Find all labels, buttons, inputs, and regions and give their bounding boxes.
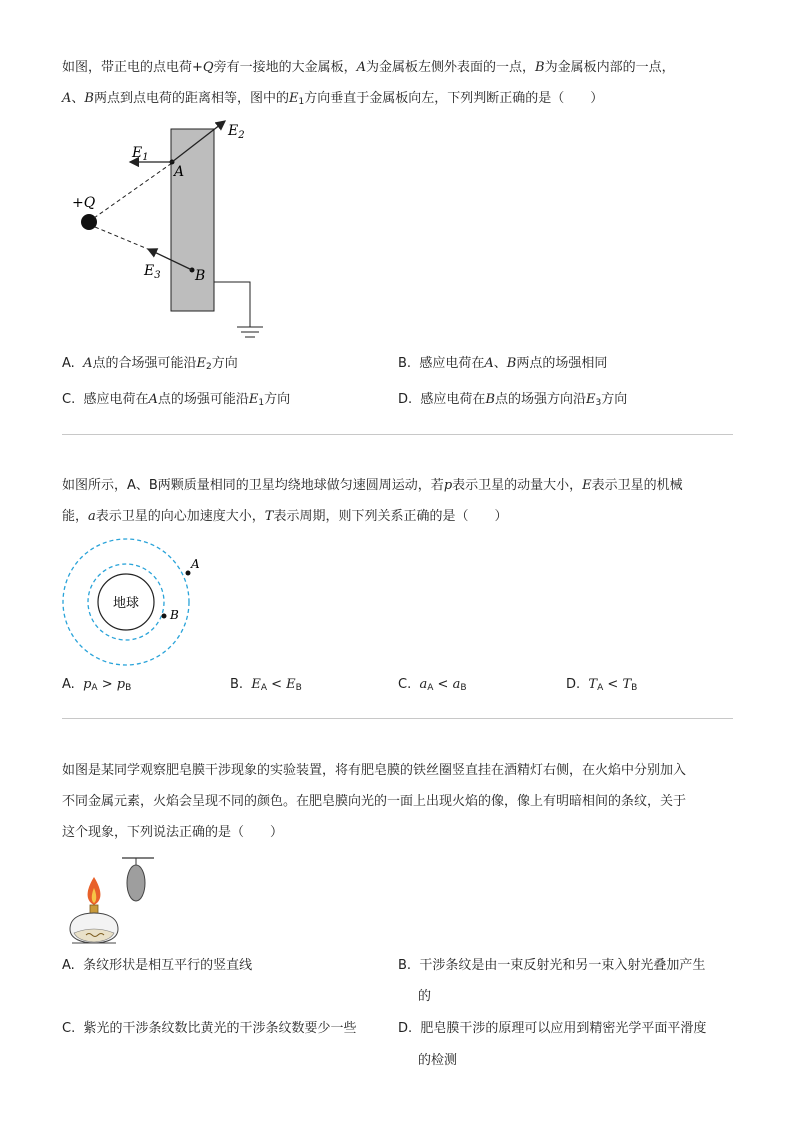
dashed-line-qa xyxy=(94,163,172,218)
satellite-b xyxy=(162,614,167,619)
q3-option-d-cont: 的检测 xyxy=(418,1053,458,1068)
ground-wire xyxy=(214,282,250,327)
q3-option-b[interactable]: B. 干涉条纹是由一束反射光和另一束入射光叠加产生 xyxy=(398,958,706,973)
q2-option-b[interactable]: B. $E_A < E_B$ xyxy=(230,677,302,693)
q1-stem-line2: A、B两点到点电荷的距离相等，图中的$E_1$方向垂直于金属板向左，下列判断正确的是（ ） xyxy=(62,91,604,107)
e2-label: $E_2$ xyxy=(228,123,245,141)
label-sat-a: A xyxy=(191,557,200,571)
metal-plate xyxy=(171,129,214,311)
q1-option-b[interactable]: B. 感应电荷在A、B两点的场强相同 xyxy=(398,356,608,371)
q2-figure xyxy=(62,535,212,670)
q3-figure xyxy=(62,855,172,950)
q3-stem-line1: 如图是某同学观察肥皂膜干涉现象的实验装置，将有肥皂膜的铁丝圈竖直挂在酒精灯右侧，在火焰中分别加入 xyxy=(62,763,687,778)
q1-option-a[interactable]: A. A点的合场强可能沿$E_2$方向 xyxy=(62,356,238,372)
q3-option-a[interactable]: A. 条纹形状是相互平行的竖直线 xyxy=(62,958,253,973)
q2-stem-line2: 能，a表示卫星的向心加速度大小，T表示周期，则下列关系正确的是（ ） xyxy=(62,509,508,524)
e3-label: $E_3$ xyxy=(144,263,161,281)
q3-stem-line3: 这个现象，下列说法正确的是（ ） xyxy=(62,825,284,840)
point-charge xyxy=(81,214,97,230)
label-b: B xyxy=(195,268,206,284)
q3-option-d[interactable]: D. 肥皂膜干涉的原理可以应用到精密光学平面平滑度 xyxy=(398,1021,707,1036)
label-a: A xyxy=(174,164,185,180)
q1-figure xyxy=(62,115,282,345)
earth-label: 地球 xyxy=(112,596,140,611)
q2-stem-line1: 如图所示，A、B两颗质量相同的卫星均绕地球做匀速圆周运动，若p表示卫星的动量大小，E表示卫星的机械 xyxy=(62,478,683,493)
dashed-line-qb xyxy=(95,227,155,252)
q3-stem-line2: 不同金属元素，火焰会呈现不同的颜色。在肥皂膜向光的一面上出现火焰的像，像上有明暗相间的条纹，关于 xyxy=(62,794,687,809)
q1-stem-line1: 如图，带正电的点电荷+Q旁有一接地的大金属板，A为金属板左侧外表面的一点，B为金属板内部的一点， xyxy=(62,60,675,75)
q2-option-a[interactable]: A. $p_A > p_B$ xyxy=(62,677,132,693)
q3-option-c[interactable]: C. 紫光的干涉条纹数比黄光的干涉条纹数要少一些 xyxy=(62,1021,357,1036)
e1-label: $E_1$ xyxy=(132,145,149,163)
charge-label: +Q xyxy=(72,195,96,211)
soap-film-ring xyxy=(127,865,145,901)
q1-option-d[interactable]: D. 感应电荷在B点的场强方向沿$E_3$方向 xyxy=(398,392,628,408)
q1-option-c[interactable]: C. 感应电荷在A点的场强可能沿$E_1$方向 xyxy=(62,392,291,408)
q2-option-d[interactable]: D. $T_A < T_B$ xyxy=(566,677,638,693)
q2-option-c[interactable]: C. $a_A < a_B$ xyxy=(398,677,467,693)
q3-option-b-cont: 的 xyxy=(418,989,432,1004)
divider-2 xyxy=(62,718,733,719)
satellite-a xyxy=(186,571,191,576)
label-sat-b: B xyxy=(170,608,179,622)
divider-1 xyxy=(62,434,733,435)
